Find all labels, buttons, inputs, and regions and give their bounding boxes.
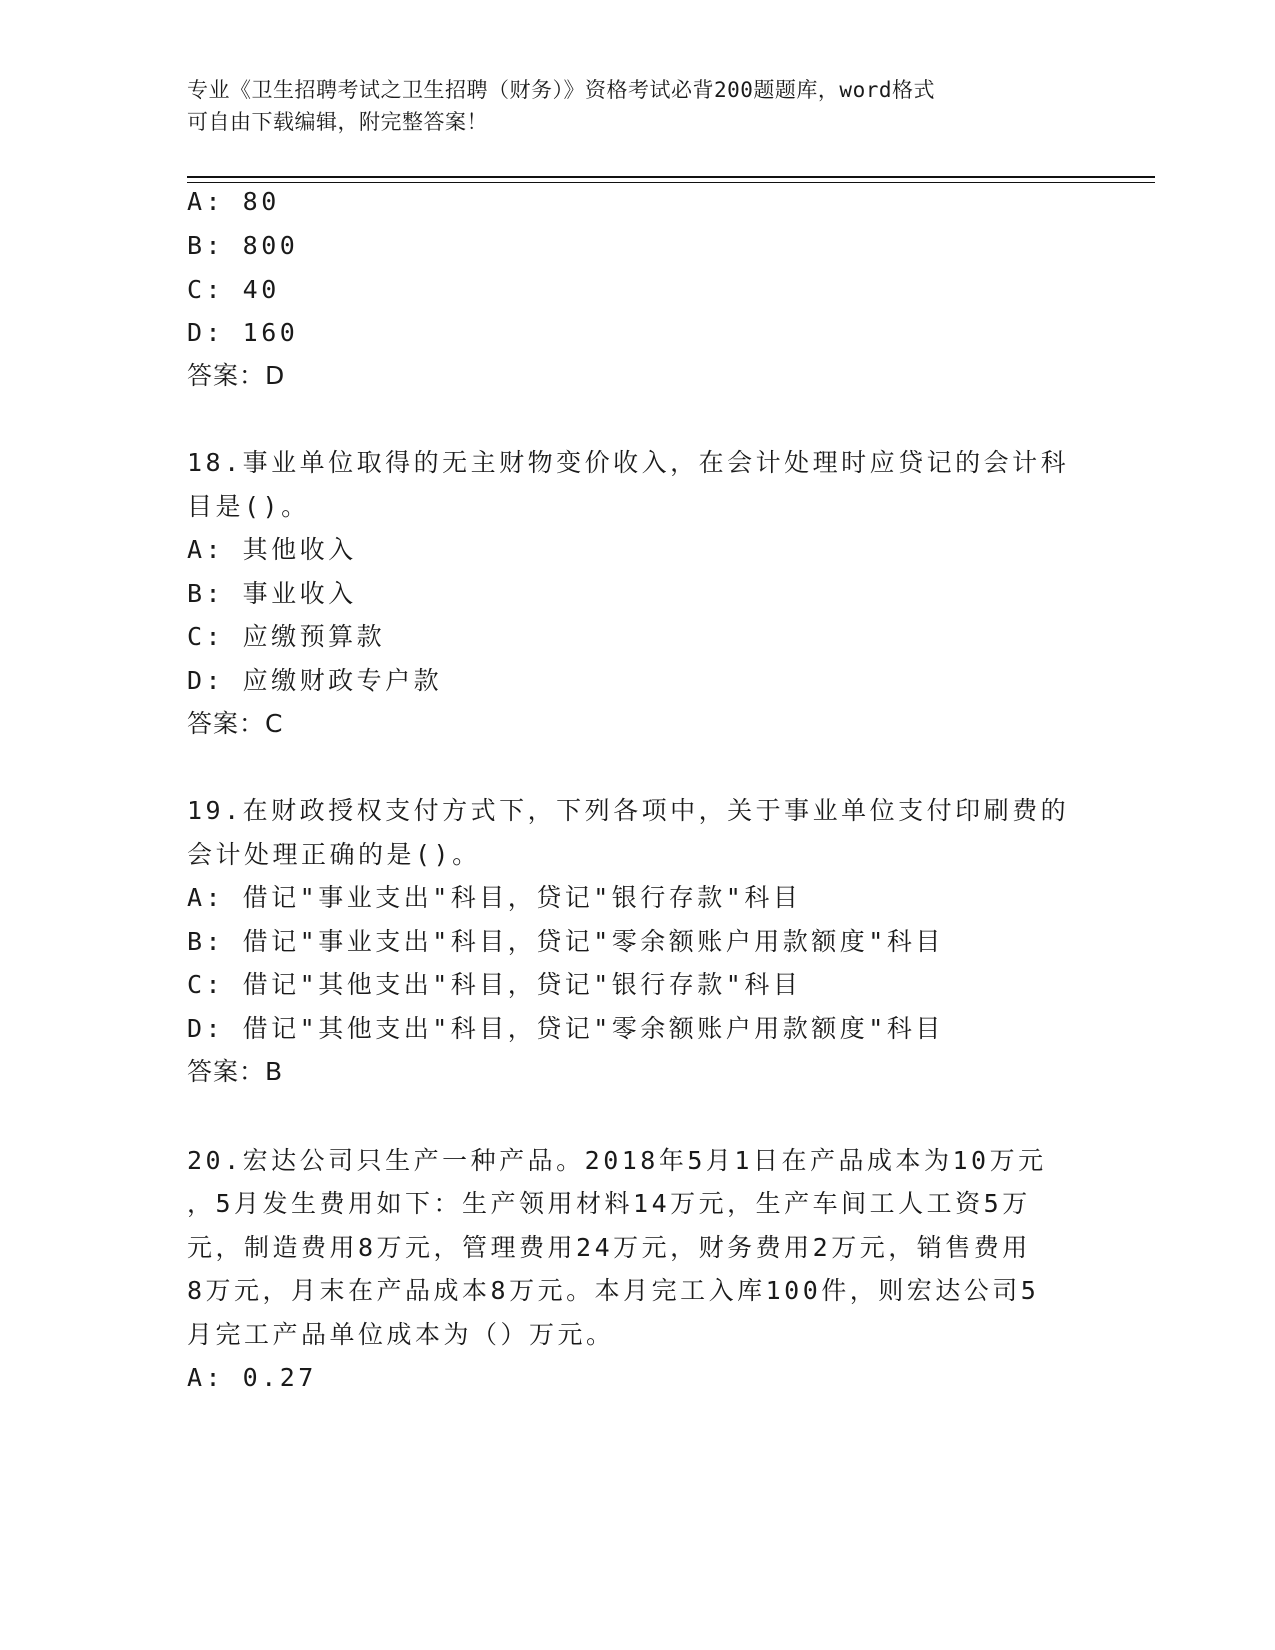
q20-stem-line-2: ，5月发生费用如下：生产领用材料14万元，生产车间工人工资5万	[187, 1189, 1031, 1218]
q20-stem-line-3: 元，制造费用8万元，管理费用24万元，财务费用2万元，销售费用	[187, 1233, 1031, 1262]
document-header	[187, 74, 1067, 138]
q19-option-c: C: 借记"其他支出"科目，贷记"银行存款"科目	[187, 970, 802, 999]
q19-option-b: B: 借记"事业支出"科目，贷记"零余额账户用款额度"科目	[187, 927, 944, 956]
q17-answer: 答案：D	[187, 361, 286, 390]
q17-option-b: B: 800	[187, 231, 299, 260]
q20-option-a: A: 0.27	[187, 1363, 317, 1392]
q18-answer: 答案：C	[187, 709, 284, 738]
q18-stem-line-1: 18.事业单位取得的无主财物变价收入，在会计处理时应贷记的会计科	[187, 448, 1070, 477]
q20-stem-line-4: 8万元，月末在产品成本8万元。本月完工入库100件，则宏达公司5	[187, 1276, 1040, 1305]
q20-stem-line-1: 20.宏达公司只生产一种产品。2018年5月1日在产品成本为10万元	[187, 1146, 1047, 1175]
q18-stem-line-2: 目是()。	[187, 492, 310, 521]
q18-option-b: B: 事业收入	[187, 579, 357, 608]
q18-option-a: A: 其他收入	[187, 535, 357, 564]
q19-answer: 答案：B	[187, 1057, 284, 1086]
q19-stem-line-2: 会计处理正确的是()。	[187, 840, 481, 869]
q20-stem-line-5: 月完工产品单位成本为（）万元。	[187, 1320, 615, 1349]
q19-option-a: A: 借记"事业支出"科目，贷记"银行存款"科目	[187, 883, 802, 912]
header-title-line-2: 可自由下载编辑，附完整答案！	[187, 110, 488, 134]
header-divider-thin	[187, 182, 1155, 183]
q17-option-d: D: 160	[187, 318, 299, 347]
q18-option-c: C: 应缴预算款	[187, 622, 386, 651]
header-divider-thick	[187, 176, 1155, 178]
q17-option-c: C: 40	[187, 275, 280, 304]
header-title-line-1: 专业《卫生招聘考试之卫生招聘（财务）》资格考试必背200题题库，word格式	[187, 78, 935, 102]
q17-option-a: A: 80	[187, 187, 280, 216]
q19-option-d: D: 借记"其他支出"科目，贷记"零余额账户用款额度"科目	[187, 1014, 944, 1043]
q18-option-d: D: 应缴财政专户款	[187, 666, 443, 695]
q19-stem-line-1: 19.在财政授权支付方式下，下列各项中，关于事业单位支付印刷费的	[187, 796, 1070, 825]
